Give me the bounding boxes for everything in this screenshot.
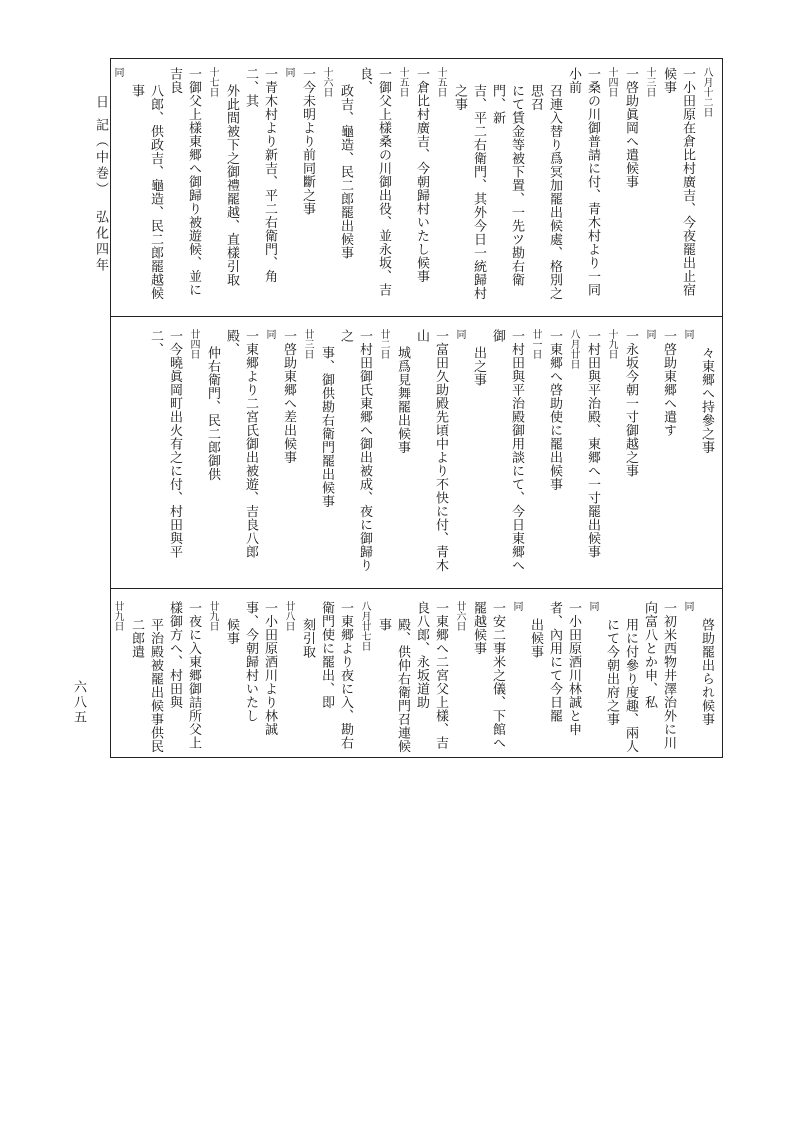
entry-date: 八月廿日 — [568, 329, 579, 369]
entry-date: 八月十二日 — [701, 67, 712, 117]
entry-text-line: 出候事 — [528, 617, 543, 659]
text-band-middle — [111, 321, 722, 583]
entry-text-line: 一富田久助殿先頃中より不快に付、青木山 — [414, 329, 448, 572]
entry-text-line: 一夜に入東郷御詰所父上樣御方へ、村田與 — [167, 601, 201, 750]
diary-frame — [110, 58, 723, 758]
entry-text-line: 召連入替り爲冥加罷出候處、格別之思召 — [528, 83, 562, 300]
entry-date: 十五日 — [397, 67, 408, 97]
entry-text-line: 一永坂今朝一寸御越之事 — [623, 329, 638, 478]
entry-text-line: 一東郷より夜に入、勘右衛門使に罷出、即 — [319, 601, 353, 750]
vertical-text-column — [111, 593, 722, 759]
entry-date: 十六日 — [321, 67, 332, 97]
entry-date: 廿六日 — [454, 601, 465, 631]
entry-text-line: 一初米西物井澤治外に川向富八とか申、私 — [642, 601, 676, 750]
entry-text-line: 一今未明より前同斷之事 — [300, 67, 315, 216]
entry-date: 廿八日 — [283, 601, 294, 631]
entry-text-line: 一啓助東郷へ遣す — [661, 329, 676, 437]
entry-text-line: 一倉比村廣吉、今朝歸村いたし候事 — [414, 67, 429, 283]
entry-date: 十三日 — [644, 67, 655, 97]
entry-text-line: 一桑の川御普請に付、青木村より一同小前 — [566, 67, 600, 297]
entry-date: 同 — [112, 67, 123, 77]
entry-date: 同 — [511, 601, 522, 611]
text-band-top — [111, 59, 722, 311]
entry-text-line: 吉、平二右衛門、其外今日一統歸村之事 — [452, 83, 486, 300]
entry-date: 同 — [587, 601, 598, 611]
entry-text-line: 一東郷へ二宮父上樣、吉良八郎、永坂道助 — [414, 601, 448, 750]
vertical-text-column — [111, 59, 722, 311]
entry-text-line: 一今曉眞岡町出火有之に付、村田與平二、 — [148, 329, 182, 559]
vertical-text-column — [140, 321, 722, 583]
entry-text-line: 用に付參り度趣、兩人にて今朝出府之事 — [604, 617, 638, 753]
entry-text-line: 一小田原在倉比村廣吉、今夜罷出止宿候事 — [661, 67, 695, 297]
entry-date: 廿九日 — [112, 601, 123, 631]
entry-text-line: 一御父上樣桑の川御出役、並永坂、吉良、 — [357, 67, 391, 297]
entry-text-line: 一小田原酒川林誠と申者、內用にて今日罷 — [547, 601, 581, 736]
entry-text-line: 事、御供勘右衛門罷出候事 — [319, 345, 334, 508]
era-label: 弘化四年 — [93, 210, 108, 275]
entry-text-line: 刻引取 — [300, 617, 315, 659]
text-band-bottom — [111, 593, 722, 759]
entry-text-line: 一村田與平治殿御用談にて、今日東郷へ御 — [490, 329, 524, 572]
book-title: 日 記（中巻） — [93, 95, 108, 199]
entry-text-line: 啓助罷出られ候事 — [699, 617, 714, 726]
entry-text-line: 一啓助眞岡へ遣候事 — [623, 67, 638, 189]
entry-date: 同 — [644, 329, 655, 339]
entry-text-line: 候事 — [224, 617, 239, 645]
entry-text-line: 一小田原酒川より林誠事、今朝歸村いたし — [243, 601, 277, 736]
entry-date: 十九日 — [606, 329, 617, 359]
entry-text-line: 殿、供仲右衛門召連候事 — [376, 617, 410, 753]
entry-text-line: 一村田御氏東郷へ御出被成、夜に御歸り之 — [338, 329, 372, 572]
entry-date: 同 — [283, 67, 294, 77]
entry-date: 廿四日 — [188, 329, 199, 359]
entry-text-line: 政吉、龜造、民二郎罷出候事 — [338, 83, 353, 260]
entry-date: 廿二日 — [378, 329, 389, 359]
entry-text-line: 外此間被下之御禮罷越、直樣引取 — [224, 83, 239, 287]
entry-date: 同 — [454, 329, 465, 339]
entry-text-line: 城爲見舞罷出候事 — [395, 345, 410, 454]
horizontal-rule — [111, 588, 722, 589]
entry-text-line: 一啓助東郷へ差出候事 — [281, 329, 296, 464]
entry-date: 同 — [682, 329, 693, 339]
entry-text-line: 一東郷へ啓助使に罷出候事 — [547, 329, 562, 491]
horizontal-rule — [111, 316, 722, 317]
entry-text-line: 々東郷へ持參之事 — [699, 345, 714, 454]
entry-text-line: 一村田與平治殿、東郷へ一寸罷出候事 — [585, 329, 600, 559]
entry-date: 八月廿七日 — [359, 601, 370, 651]
entry-text-line: 出之事 — [471, 345, 486, 387]
running-header — [70, 95, 110, 295]
entry-date: 廿一日 — [530, 329, 541, 359]
entry-text-line: 平治殿被罷出候事供民二郎遣 — [129, 617, 163, 753]
entry-text-line: 一青木村より新吉、平二右衛門、角二、其 — [243, 67, 277, 283]
entry-text-line: 一東郷より二宮氏御出被遊、吉良八郎殿、 — [224, 329, 258, 559]
entry-date: 廿九日 — [207, 601, 218, 631]
entry-text-line: にて賃金等被下置、一先ツ勘右衛門、新 — [490, 83, 524, 287]
page-number: 六八五 — [71, 680, 86, 725]
entry-text-line: 一御父上樣東郷へ御歸り被遊候、並に吉良 — [167, 67, 201, 297]
entry-date: 廿三日 — [302, 329, 313, 359]
entry-text-line: 八郎、供政吉、龜造、民二郎罷越候事 — [129, 83, 163, 300]
entry-date: 同 — [264, 329, 275, 339]
entry-date: 十四日 — [606, 67, 617, 97]
entry-text-line: 仲右衛門、民二郎御供 — [205, 345, 220, 481]
entry-date: 同 — [682, 601, 693, 611]
entry-date: 十五日 — [435, 67, 446, 97]
entry-text-line: 一安二事米之儀、下館へ罷越候事 — [471, 601, 505, 750]
entry-date: 十七日 — [207, 67, 218, 97]
